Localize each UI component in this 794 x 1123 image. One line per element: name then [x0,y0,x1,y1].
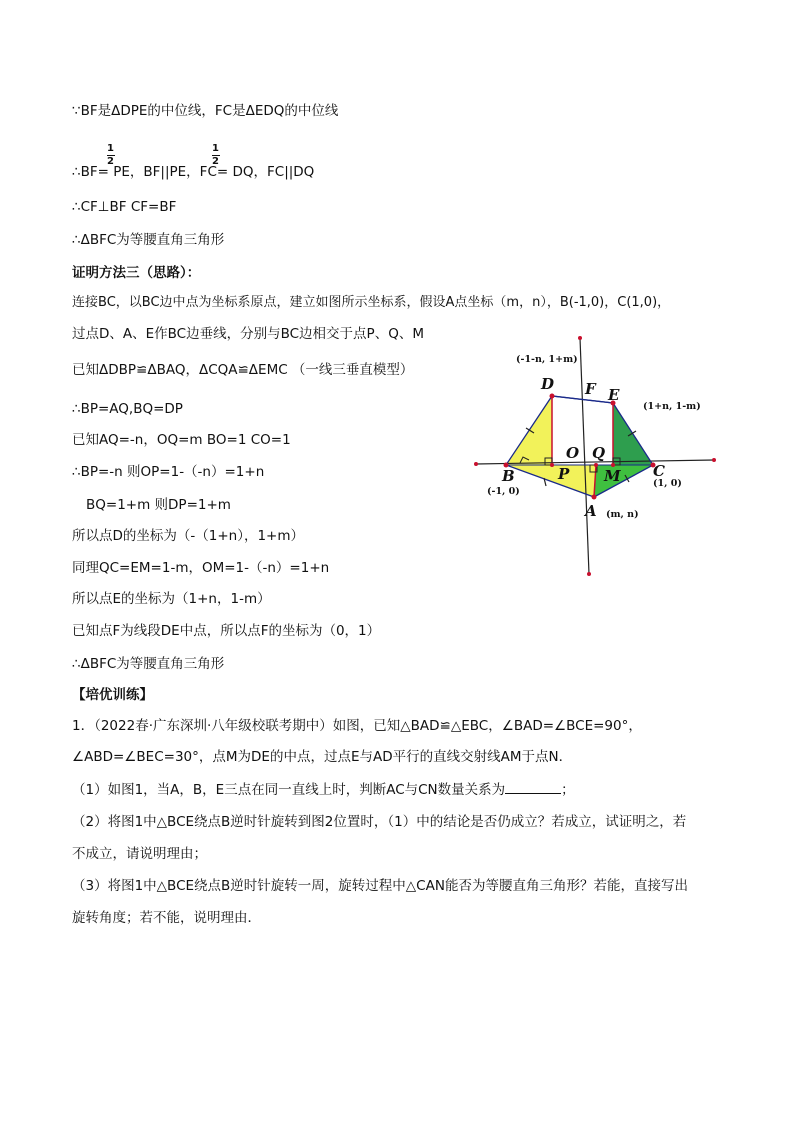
training-heading: 【培优训练】 [72,687,153,703]
question-1-part-1-end: ； [561,782,575,798]
question-1-part-1-text: （1）如图1，当A，B，E三点在同一直线上时，判断AC与CN数量关系为 [72,782,506,798]
line-9: ∴BP=AQ,BQ=DP [72,401,183,417]
question-1-line-a: 1．（2022春·广东深圳·八年级校联考期中）如图，已知△BAD≌△EBC，∠BAD=∠BCE=90°， [72,718,642,734]
point-d [550,394,555,399]
question-1-line-b: ∠ABD=∠BEC=30°，点M为DE的中点，过点E与AD平行的直线交射线AM于点N． [72,749,573,765]
label-a: A [585,502,597,520]
line-12: BQ=1+m 则DP=1+m [86,497,231,513]
fraction-denominator: 2 [212,156,219,167]
label-f: F [585,380,596,398]
label-d: D [541,375,555,393]
coord-b: (-1, 0) [487,486,520,497]
line-7: 过点D、A、E作BC边垂线，分别与BC边相交于点P、Q、M [72,326,424,342]
label-c: C [653,462,665,480]
label-q: Q [592,444,606,462]
point-q [594,463,598,467]
label-o: O [566,444,580,462]
line-1: ∵BF是ΔDPE的中位线，FC是ΔEDQ的中位线 [72,103,339,119]
axis-end-right [712,458,716,462]
y-axis [580,338,589,574]
question-1-part-2: （2）将图1中△BCE绕点B逆时针旋转到图2位置时，（1）中的结论是否仍成立？若成立，试证明之，若 [72,814,687,830]
axis-end-top [578,336,582,340]
coord-e: (1+n, 1-m) [643,401,701,412]
fraction-numerator: 1 [212,143,219,154]
coord-a: (m, n) [606,509,639,520]
label-b: B [502,467,515,485]
question-1-part-1 [72,781,575,799]
label-m: M [604,467,621,485]
line-17: ∴ΔBFC为等腰直角三角形 [72,656,225,672]
axis-end-left [474,462,478,466]
section-heading: 证明方法三（思路）： [72,265,201,281]
coord-c: (1, 0) [653,478,682,489]
line-4: ∴ΔBFC为等腰直角三角形 [72,232,225,248]
line-10: 已知AQ=-n，OQ=m BO=1 CO=1 [72,432,291,448]
fraction-numerator: 1 [107,143,114,154]
line-13: 所以点D的坐标为（-（1+n），1+m） [72,528,305,544]
line-6: 连接BC，以BC边中点为坐标系原点，建立如图所示坐标系，假设A点坐标（m，n），B(-1,0)，C(1,0)， [72,295,671,310]
question-1-part-3-cont: 旋转角度；若不能，说明理由． [72,910,261,926]
point-a [592,495,597,500]
coordinate-figure [468,330,728,590]
point-p [550,463,554,467]
line-8: 已知ΔDBP≌ΔBAQ，ΔCQA≌ΔEMC （一线三垂直模型） [72,362,414,378]
axis-end-bottom [587,572,591,576]
line-14: 同理QC=EM=1-m，OM=1-（-n）=1+n [72,560,330,576]
coord-d: (-1-n, 1+m) [516,354,578,365]
question-1-part-3: （3）将图1中△BCE绕点B逆时针旋转一周，旋转过程中△CAN能否为等腰直角三角形？若能，直接写出 [72,878,688,894]
label-p: P [558,465,570,483]
line-11: ∴BP=-n 则OP=1-（-n）=1+n [72,464,265,480]
label-e: E [608,386,620,404]
line-15: 所以点E的坐标为（1+n，1-m） [72,591,271,607]
question-1-part-2-cont: 不成立，请说明理由； [72,846,207,862]
line-3: ∴CF⊥BF CF=BF [72,199,177,215]
line-2: ∴BF= PE，BF||PE，FC= DQ，FC||DQ [72,164,315,180]
line-16: 已知点F为线段DE中点，所以点F的坐标为（0，1） [72,623,381,639]
answer-blank[interactable] [505,781,561,794]
fraction-denominator: 2 [107,156,114,167]
